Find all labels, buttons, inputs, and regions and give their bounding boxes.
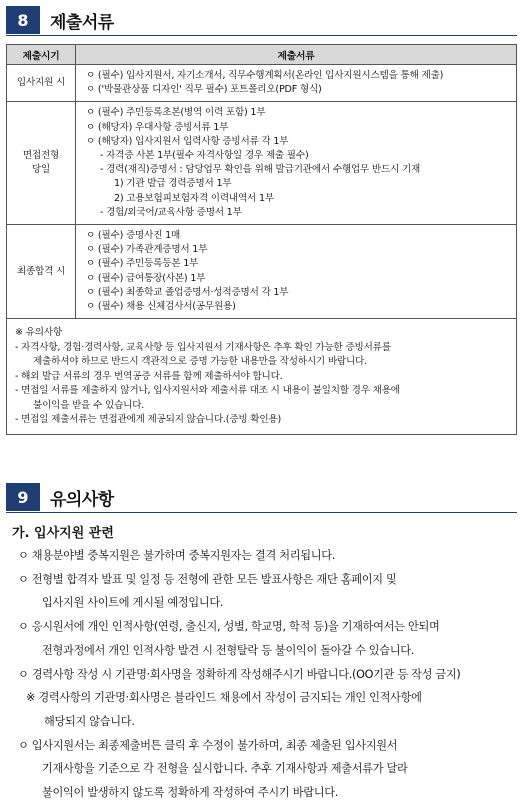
note-line: - 자격사항, 경험·경력사항, 교육사항 등 입사지원서 기재사항은 추후 확인 가능한 증빙서류를 bbox=[15, 341, 391, 353]
notice-line: 불이익이 발생하지 않도록 정확하게 작성하여 주시기 바랍니다. bbox=[42, 786, 338, 800]
notice-line: ㅇ 입사지원서는 최종제출버튼 클릭 후 수정이 불가하며, 최종 제출된 입사지원서 bbox=[18, 738, 398, 752]
header-submission-time: 제출시기 bbox=[7, 45, 76, 65]
section-8-underline bbox=[6, 35, 517, 36]
subheading-application: 가. 입사지원 관련 bbox=[12, 526, 114, 541]
notice-line: ㅇ 전형별 합격자 발표 및 일정 등 전형에 관한 모든 발표사항은 재단 홈페이지 및 bbox=[18, 572, 397, 586]
row-category bbox=[7, 65, 76, 102]
document-item: ㅇ (필수) 채용 신체검사서(공무원용) bbox=[86, 301, 236, 313]
document-item: ㅇ (해당자) 우대사항 증빙서류 1부 bbox=[86, 121, 229, 133]
document-item: ㅇ (필수) 최종학교 졸업증명서·성적증명서 각 1부 bbox=[86, 286, 289, 298]
row-documents bbox=[76, 65, 517, 102]
notice-line: 기재사항을 기준으로 각 전형을 실시합니다. 추후 기재사항과 제출서류가 달라 bbox=[42, 762, 408, 776]
section-number: 9 bbox=[6, 483, 40, 511]
section-9-header bbox=[6, 483, 114, 511]
note-line: ※ 유의사항 bbox=[15, 327, 62, 339]
row-category bbox=[7, 102, 76, 225]
notice-line: 해당되지 않습니다. bbox=[44, 714, 135, 728]
document-item: ㅇ (필수) 주민등록초본(병역 이력 포함) 1부 bbox=[86, 107, 266, 119]
table-row bbox=[7, 102, 517, 225]
note-line: 제출하셔야 하므로 반드시 객관적으로 증명 가능한 내용만을 작성하시기 바랍니다. bbox=[33, 356, 367, 368]
document-item: - 경력(재직)증명서 : 담당업무 확인을 위해 발급기관에서 수행업무 반드시 기재 bbox=[100, 164, 421, 176]
section-9-underline bbox=[6, 512, 517, 513]
document-item: 1) 기관 발급 경력증명서 1부 bbox=[114, 178, 232, 190]
document-item: ㅇ (필수) 입사지원서, 자기소개서, 직무수행계획서(온라인 입사지원시스템을 통해 제출) bbox=[86, 70, 444, 81]
table-row bbox=[7, 65, 517, 102]
notes-cell bbox=[7, 319, 517, 435]
section-number: 8 bbox=[6, 6, 40, 34]
notice-line: ㅇ 채용분야별 중복지원은 불가하며 중복지원자는 결격 처리됩니다. bbox=[18, 549, 335, 562]
document-item: ㅇ (필수) 가족관계증명서 1부 bbox=[86, 244, 208, 256]
notice-line: ㅇ 경력사항 작성 시 기관명·회사명을 정확하게 작성해주시기 바랍니다.(OO기관 등 작성 금지) bbox=[18, 667, 461, 681]
document-item: ㅇ (해당자) 입사지원서 입력사항 증빙서류 각 1부 bbox=[86, 135, 289, 147]
table-row bbox=[7, 225, 517, 319]
notice-line: 전형과정에서 개인 인적사항 발견 시 전형탈락 등 불이익이 돌아갈 수 있습니다. bbox=[42, 643, 415, 657]
row-documents bbox=[76, 225, 517, 319]
document-item: ㅇ (필수) 급여통장(사본) 1부 bbox=[86, 272, 206, 284]
category-label: 면접전형 bbox=[22, 150, 60, 162]
row-category bbox=[7, 225, 76, 319]
document-item: - 자격증 사본 1부(필수 자격사항일 경우 제출 필수) bbox=[100, 150, 309, 162]
section-8-header bbox=[6, 6, 114, 34]
notice-line: ※ 경력사항의 기관명·회사명은 블라인드 채용에서 작성이 금지되는 개인 인적사항에 bbox=[26, 691, 422, 705]
document-item: ㅇ ('박물관상품 디자인' 직무 필수) 포트폴리오(PDF 형식) bbox=[86, 84, 322, 96]
note-line: 불이익을 받을 수 있습니다. bbox=[33, 399, 145, 411]
document-item: - 경험/외국어/교육사항 증명서 1부 bbox=[100, 206, 242, 218]
row-documents bbox=[76, 102, 517, 225]
notice-line: 입사지원 사이트에 게시될 예정입니다. bbox=[42, 596, 224, 610]
document-item: 2) 고용보험피보험자격 이력내역서 1부 bbox=[114, 192, 274, 204]
note-line: - 해외 발급 서류의 경우 번역공증 서류를 함께 제출하셔야 합니다. bbox=[15, 370, 283, 382]
section-title: 제출서류 bbox=[50, 12, 114, 33]
category-label: 입사지원 시 bbox=[16, 77, 66, 89]
section-title: 유의사항 bbox=[50, 489, 114, 510]
header-documents: 제출서류 bbox=[76, 45, 517, 65]
notice-line: ㅇ 응시원서에 개인 인적사항(연령, 출신지, 성별, 학교명, 학적 등)을 기재하여서는 안되며 bbox=[18, 620, 440, 634]
note-line: - 면접일 서류를 제출하지 않거나, 입사지원서와 제출서류 대조 시 내용이 불일치할 경우 채용에 bbox=[15, 385, 400, 397]
table-header-row bbox=[7, 45, 517, 65]
document-item: ㅇ (필수) 증명사진 1매 bbox=[86, 230, 181, 242]
note-line: - 면접일 제출서류는 면접관에게 제공되지 않습니다.(증빙 확인용) bbox=[15, 414, 282, 426]
document-item: ㅇ (필수) 주민등록등본 1부 bbox=[86, 258, 199, 270]
category-label: 당일 bbox=[31, 164, 51, 176]
notes-row bbox=[7, 319, 517, 435]
category-label: 최종합격 시 bbox=[16, 265, 66, 277]
documents-table bbox=[6, 44, 517, 435]
